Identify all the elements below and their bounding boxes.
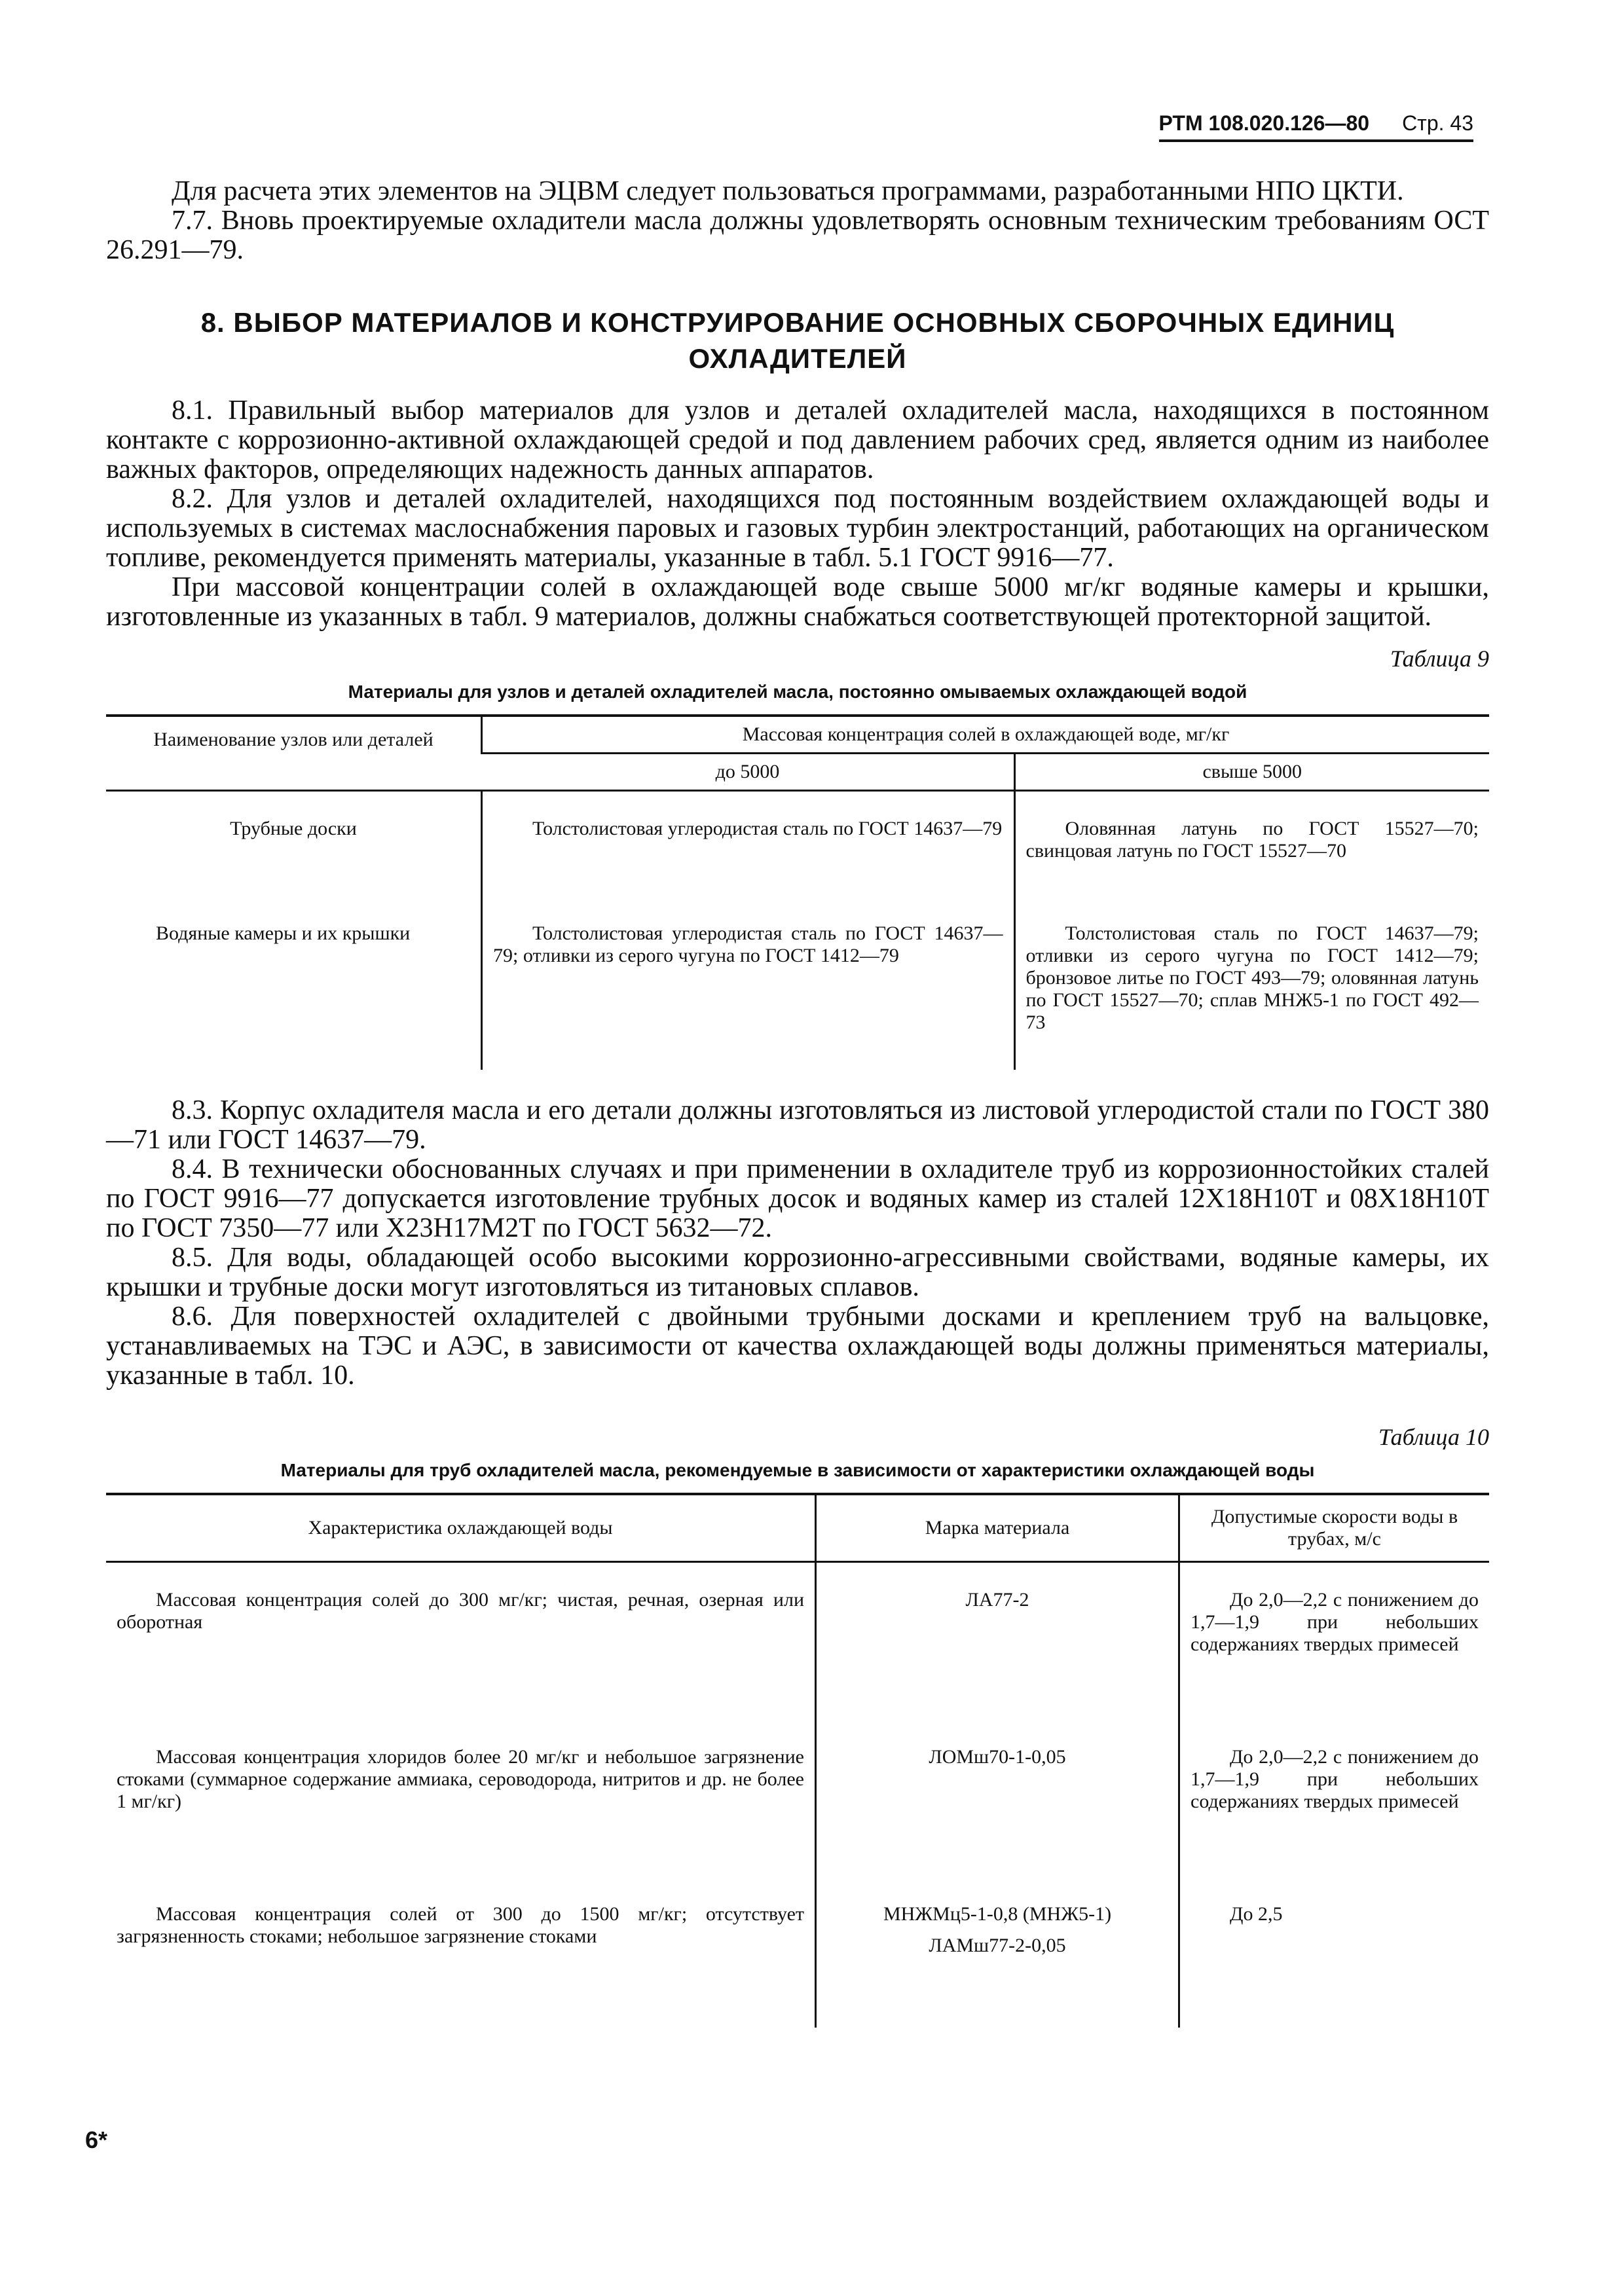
table10-caption: Таблица 10 <box>1378 1424 1489 1450</box>
material-mark: ЛА77-2 <box>965 1589 1029 1611</box>
table10-cell-speed: До 2,5 <box>1179 1877 1490 2028</box>
section-title-text: 8. ВЫБОР МАТЕРИАЛОВ И КОНСТРУИРОВАНИЕ ОСНОВНЫХ СБОРОЧНЫХ ЕДИНИЦ ОХЛАДИТЕЛЕЙ <box>200 307 1395 374</box>
page-header <box>1159 111 1474 142</box>
table-row <box>106 791 1489 897</box>
material-mark: МНЖМц5-1-0,8 (МНЖ5-1) <box>883 1903 1112 1925</box>
table10-cell-mark <box>816 1720 1179 1877</box>
signature-mark: 6* <box>85 2126 108 2153</box>
table9-col-low: до 5000 <box>482 754 1015 791</box>
table9-col-name: Наименование узлов или деталей <box>106 716 482 791</box>
table-row <box>106 896 1489 1070</box>
paragraph: 8.1. Правильный выбор материалов для узлов и деталей охладителей масла, находящихся в постоянном контакте с коррозионно-активной охлаждающей средой и под давлением рабочих сред, является одним из наиболее важных факторов, определяющих надежность данных аппаратов. <box>106 395 1489 484</box>
table9-cell-high: Толстолистовая сталь по ГОСТ 14637—79; отливки из серого чугуна по ГОСТ 1412—79; бронзовое литье по ГОСТ 493—79; оловянная латунь по ГОСТ 15527—70; сплав МНЖ5-1 по ГОСТ 492—73 <box>1014 896 1489 1070</box>
table10-cell-mark <box>816 1877 1179 2028</box>
table10 <box>106 1493 1489 2028</box>
paragraph: 8.2. Для узлов и деталей охладителей, находящихся под постоянным воздействием охлаждающей воды и используемых в системах маслоснабжения паровых и газовых турбин электростанций, работающих на органическом топливе, рекомендуется применять материалы, указанные в табл. 5.1 ГОСТ 9916—77. <box>106 484 1489 573</box>
table9-caption: Таблица 9 <box>1390 646 1489 672</box>
table10-col-mark: Марка материала <box>816 1494 1179 1562</box>
section-title <box>106 304 1489 376</box>
table10-col-char: Характеристика охлаждающей воды <box>106 1494 816 1562</box>
paragraph: 8.3. Корпус охладителя масла и его детали должны изготовляться из листовой углеродистой стали по ГОСТ 380—71 или ГОСТ 14637—79. <box>106 1095 1489 1155</box>
paragraph: Для расчета этих элементов на ЭЦВМ следует пользоваться программами, разработанными НПО ЦКТИ. <box>172 176 1404 206</box>
table9-cell-low: Толстолистовая углеродистая сталь по ГОСТ 14637—79; отливки из серого чугуна по ГОСТ 1412—79 <box>482 896 1015 1070</box>
table9-col-group: Массовая концентрация солей в охлаждающей воде, мг/кг <box>482 716 1490 754</box>
table9 <box>106 714 1489 1070</box>
table-row <box>106 1720 1489 1877</box>
paragraph: 8.5. Для воды, обладающей особо высокими коррозионно-агрессивными свойствами, водяные камеры, их крышки и трубные доски могут изготовляться из титановых сплавов. <box>106 1243 1489 1302</box>
table9-col-high: свыше 5000 <box>1014 754 1489 791</box>
table10-cell-mark <box>816 1562 1179 1721</box>
table-row <box>106 1877 1489 2028</box>
table9-cell-name: Водяные камеры и их крышки <box>156 922 411 944</box>
table10-title: Материалы для труб охладителей масла, рекомендуемые в зависимости от характеристики охлаждающей воды <box>280 1460 1315 1480</box>
paragraph: При массовой концентрации солей в охлаждающей воде свыше 5000 мг/кг водяные камеры и крышки, изготовленные из указанных в табл. 9 материалов, должны снабжаться соответствующей протекторной защитой. <box>106 572 1489 632</box>
paragraph: 8.6. Для поверхностей охладителей с двойными трубными досками и креплением труб на вальцовке, устанавливаемых на ТЭС и АЭС, в зависимости от качества охлаждающей воды должны применяться материалы, указанные в табл. 10. <box>106 1302 1489 1391</box>
page-content <box>106 177 1489 2028</box>
table9-cell-high: Оловянная латунь по ГОСТ 15527—70; свинцовая латунь по ГОСТ 15527—70 <box>1014 791 1489 897</box>
table9-cell-low: Толстолистовая углеродистая сталь по ГОСТ 14637—79 <box>482 791 1015 897</box>
table9-title: Материалы для узлов и деталей охладителей масла, постоянно омываемых охлаждающей водой <box>348 682 1247 702</box>
table10-cell-speed: До 2,0—2,2 с понижением до 1,7—1,9 при небольших содержаниях твердых примесей <box>1179 1720 1490 1877</box>
table10-col-speed: Допустимые скорости воды в трубах, м/с <box>1179 1494 1490 1562</box>
paragraph: 7.7. Вновь проектируемые охладители масла должны удовлетворять основным техническим требованиям ОСТ 26.291—79. <box>106 206 1489 265</box>
table-row <box>106 1562 1489 1721</box>
doc-code: РТМ 108.020.126—80 <box>1158 111 1370 135</box>
table9-cell-name: Трубные доски <box>230 818 357 839</box>
page-number: Стр. 43 <box>1402 111 1473 135</box>
table10-cell-char: Массовая концентрация солей до 300 мг/кг; чистая, речная, озерная или оборотная <box>117 1589 804 1633</box>
table10-cell-char: Массовая концентрация хлоридов более 20 мг/кг и небольшое загрязнение стоками (суммарное содержание аммиака, сероводорода, нитритов и др. не более 1 мг/кг) <box>117 1746 804 1812</box>
material-mark-alt: ЛАМш77-2-0,05 <box>929 1935 1066 1956</box>
paragraph: 8.4. В технически обоснованных случаях и при применении в охладителе труб из коррозионностойких сталей по ГОСТ 9916—77 допускается изготовление трубных досок и водяных камер из сталей 12Х18Н10Т и 08Х18Н10Т по ГОСТ 7350—77 или Х23Н17М2Т по ГОСТ 5632—72. <box>106 1154 1489 1243</box>
table10-cell-char: Массовая концентрация солей от 300 до 1500 мг/кг; отсутствует загрязненность стоками; небольшое загрязнение стоками <box>117 1903 804 1947</box>
table10-cell-speed: До 2,0—2,2 с понижением до 1,7—1,9 при небольших содержаниях твердых примесей <box>1179 1562 1490 1721</box>
material-mark: ЛОМш70-1-0,05 <box>929 1746 1066 1768</box>
